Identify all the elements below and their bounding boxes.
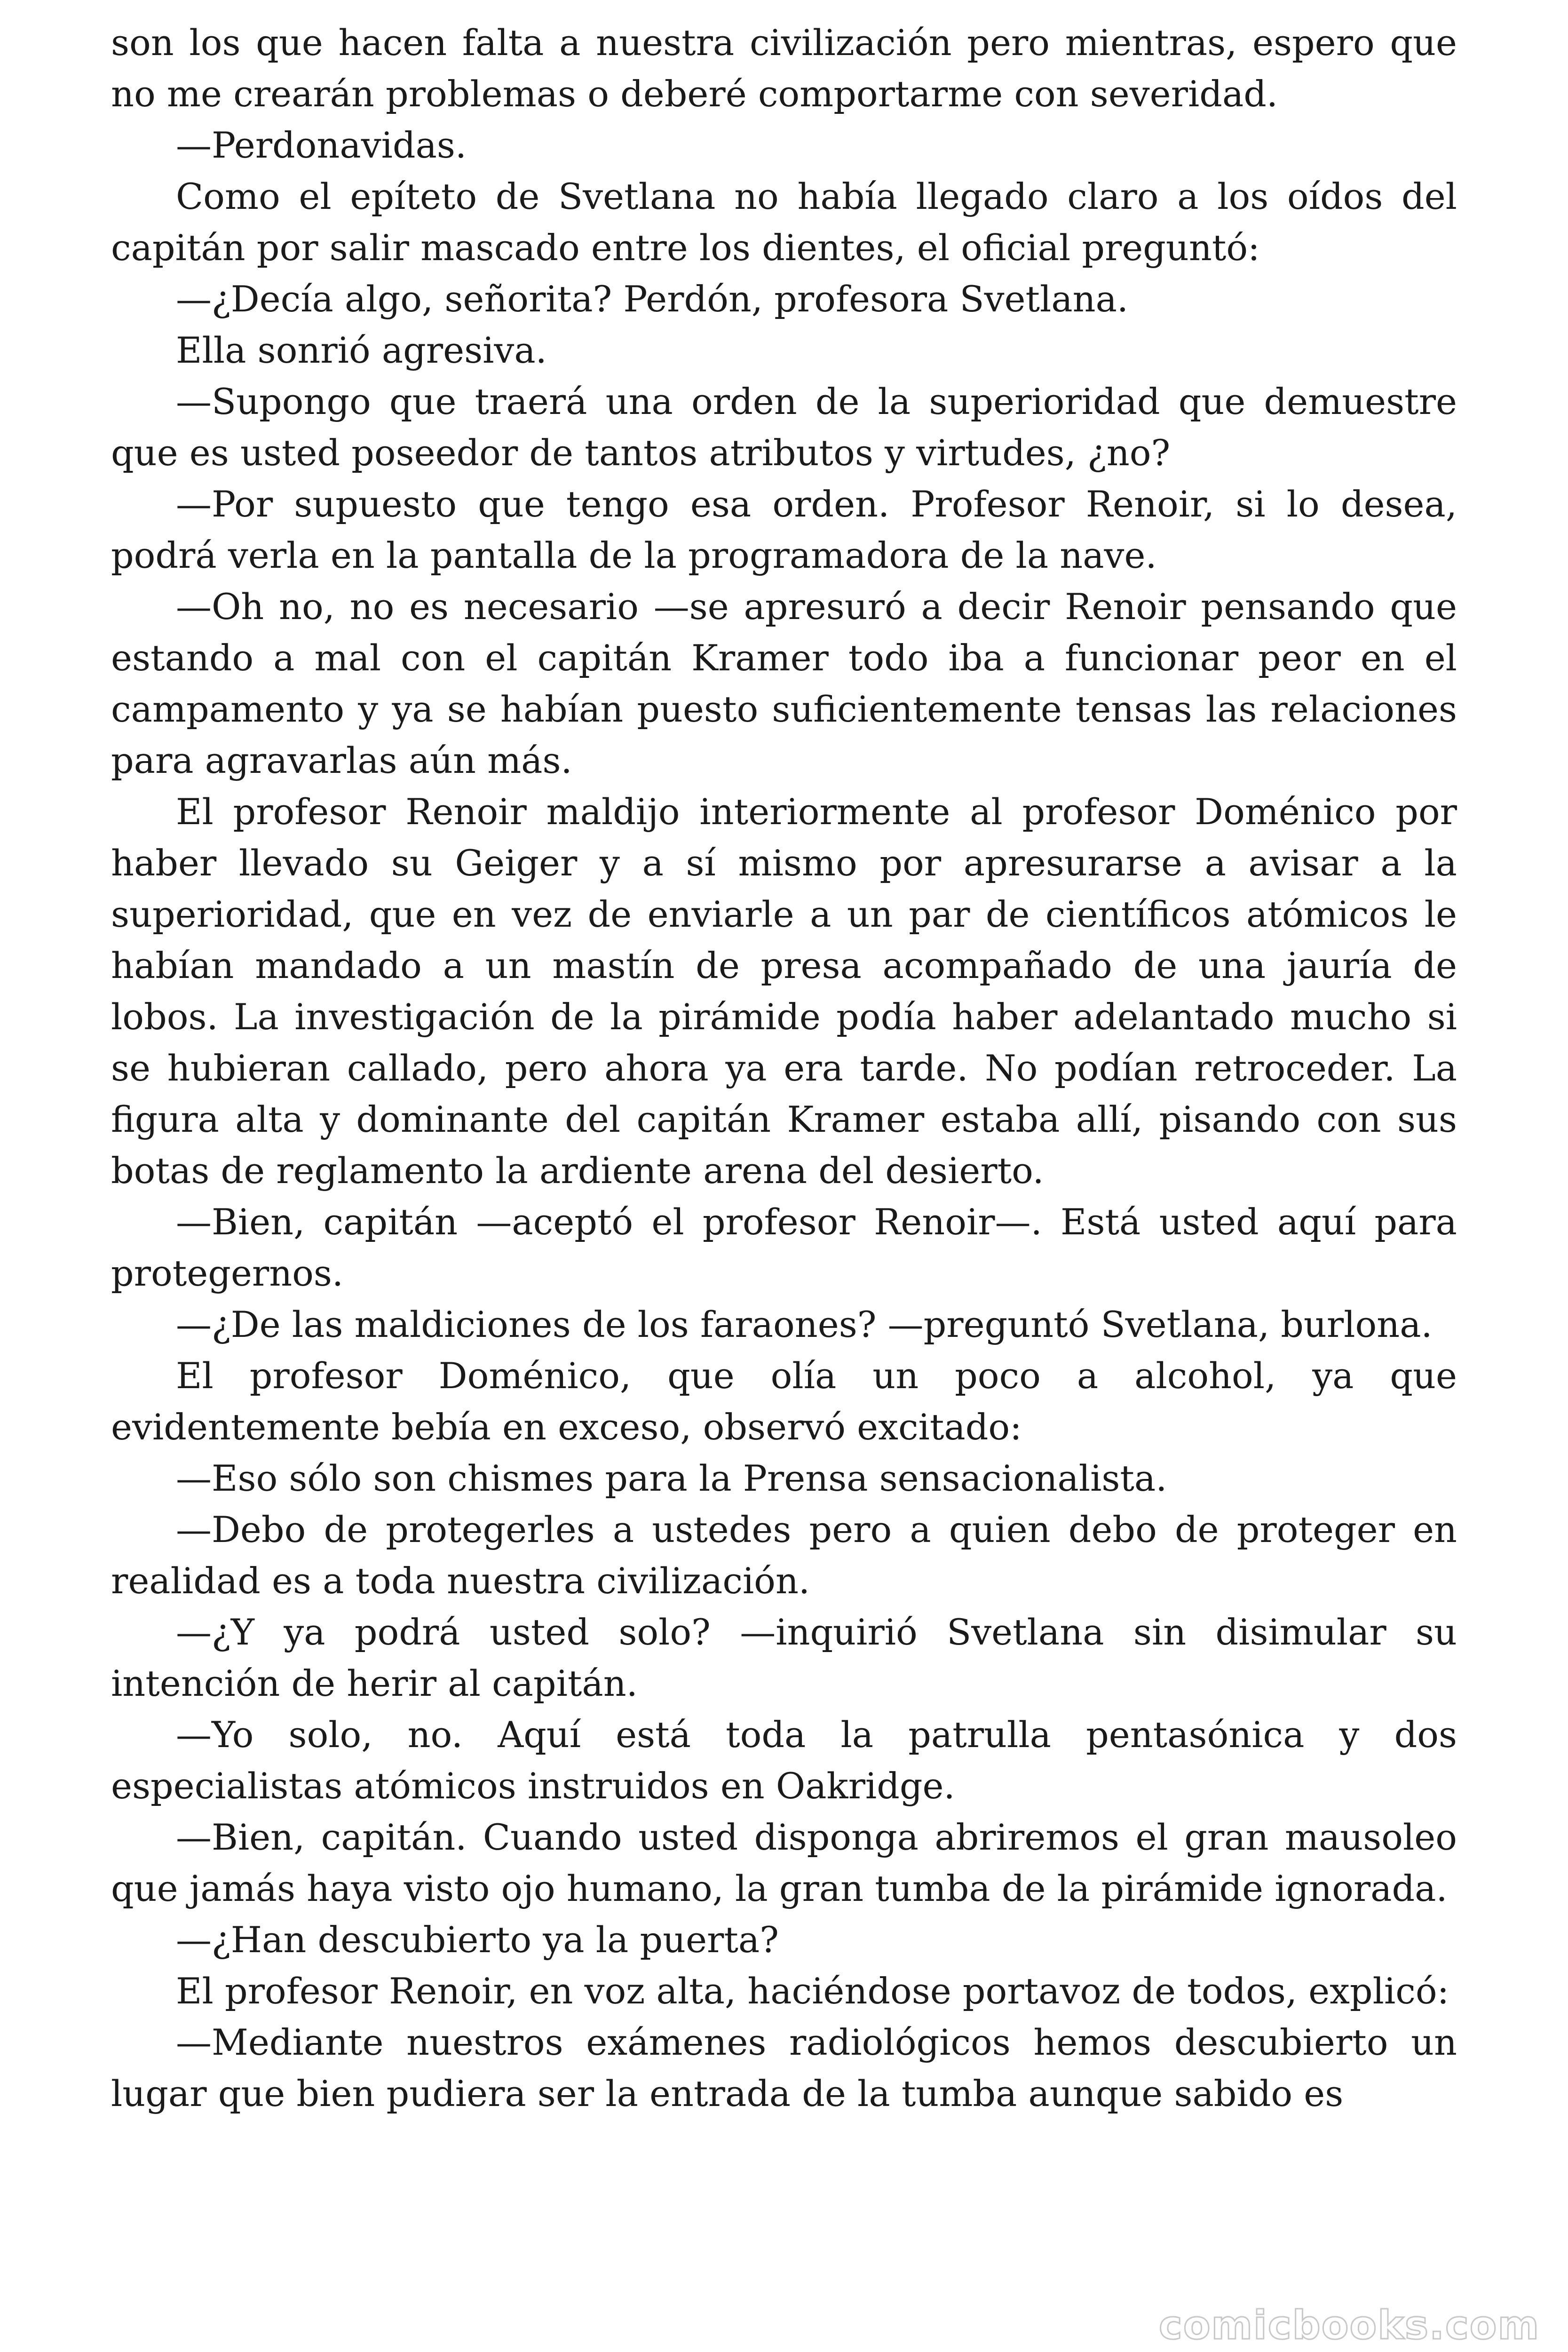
paragraph: —¿De las maldiciones de los faraones? —preguntó Svetlana, burlona. (176, 1303, 1433, 1345)
paragraph: —Debo de protegerles a ustedes pero a quien debo de proteger en realidad es a toda nuestra civilización. (111, 1509, 1457, 1602)
paragraph: El profesor Renoir maldijo interiormente al profesor Doménico por haber llevado su Geiger y a sí mismo por apresurarse a avisar a la superioridad, que en vez de enviarle a un par de científicos atómicos le habían mandado a un mastín de presa acompañado de una jauría de lobos. La investigación de la pirámide podía haber adelantado mucho si se hubieran callado, pero ahora ya era tarde. No podían retroceder. La figura alta y dominante del capitán Kramer estaba allí, pisando con sus botas de reglamento la ardiente arena del desierto. (111, 791, 1457, 1192)
paragraph: son los que hacen falta a nuestra civilización pero mientras, espero que no me crearán problemas o deberé comportarme con severidad. (111, 22, 1457, 115)
paragraph: —Por supuesto que tengo esa orden. Profesor Renoir, si lo desea, podrá verla en la pantalla de la programadora de la nave. (111, 483, 1457, 576)
paragraph: —Bien, capitán —aceptó el profesor Renoir—. Está usted aquí para protegernos. (111, 1201, 1457, 1294)
paragraph: El profesor Renoir, en voz alta, haciéndose portavoz de todos, explicó: (176, 1970, 1449, 2012)
paragraph: El profesor Doménico, que olía un poco a alcohol, ya que evidentemente bebía en exceso, observó excitado: (111, 1355, 1457, 1448)
paragraph: Ella sonrió agresiva. (176, 329, 547, 371)
body-text (111, 17, 1457, 2119)
paragraph: Como el epíteto de Svetlana no había llegado claro a los oídos del capitán por salir mascado entre los dientes, el oficial preguntó: (111, 175, 1457, 269)
watermark: comicbooks.com (1159, 2302, 1540, 2348)
paragraph: —Oh no, no es necesario —se apresuró a decir Renoir pensando que estando a mal con el capitán Kramer todo iba a funcionar peor en el campamento y ya se habían puesto suficientemente tensas las relaciones para agravarlas aún más. (111, 586, 1457, 781)
paragraph: —Mediante nuestros exámenes radiológicos hemos descubierto un lugar que bien pudiera ser la entrada de la tumba aunque sabido es (111, 2021, 1457, 2114)
paragraph: —Bien, capitán. Cuando usted disponga abriremos el gran mausoleo que jamás haya visto ojo humano, la gran tumba de la pirámide ignorada. (111, 1816, 1457, 1909)
paragraph: —¿Han descubierto ya la puerta? (176, 1919, 779, 1961)
paragraph: —Supongo que traerá una orden de la superioridad que demuestre que es usted poseedor de tantos atributos y virtudes, ¿no? (111, 381, 1457, 474)
paragraph: —Eso sólo son chismes para la Prensa sensacionalista. (176, 1457, 1167, 1499)
paragraph: —Yo solo, no. Aquí está toda la patrulla pentasónica y dos especialistas atómicos instruidos en Oakridge. (111, 1714, 1457, 1807)
paragraph: —¿Y ya podrá usted solo? —inquirió Svetlana sin disimular su intención de herir al capitán. (111, 1611, 1457, 1704)
paragraph: —Perdonavidas. (176, 124, 467, 166)
paragraph: —¿Decía algo, señorita? Perdón, profesora Svetlana. (176, 278, 1129, 320)
